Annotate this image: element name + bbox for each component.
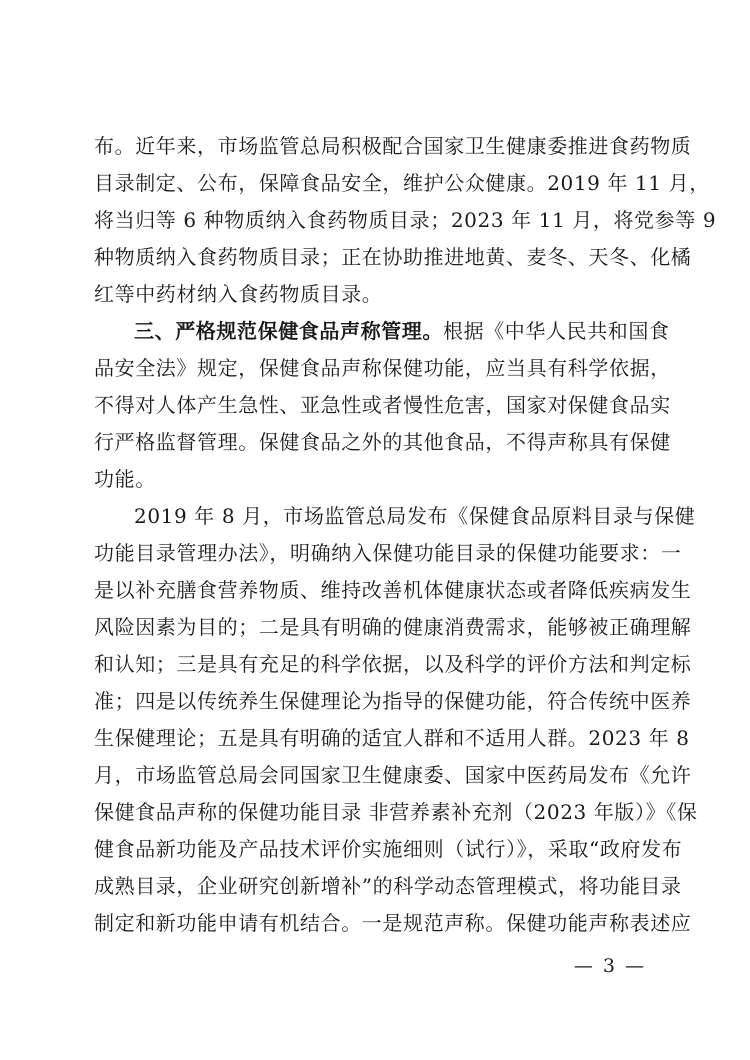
text-line: 和认知；三是具有充足的科学依据，以及科学的评价方法和判定标: [94, 652, 692, 676]
text-run: 根据《中华人民共和国食: [443, 319, 670, 343]
text-line: 功能。: [94, 467, 156, 491]
text-line: 布。近年来，市场监管总局积极配合国家卫生健康委推进食药物质: [94, 134, 692, 158]
text-line: 不得对人体产生急性、亚急性或者慢性危害，国家对保健食品实: [94, 393, 671, 417]
text-line: 功能目录管理办法》，明确纳入保健功能目录的保健功能要求：一: [94, 541, 682, 565]
text-line: 风险因素为目的；二是具有明确的健康消费需求，能够被正确理解: [94, 615, 692, 639]
paragraph-1: [94, 128, 717, 313]
text-line: 制定和新功能申请有机结合。一是规范声称。保健功能声称表述应: [94, 911, 692, 935]
text-line: 品安全法》规定，保健食品声称保健功能，应当具有科学依据，: [94, 356, 671, 380]
text-line: 2019 年 8 月，市场监管总局发布《保健食品原料目录与保健: [134, 504, 696, 528]
page-number: — 3 —: [573, 955, 646, 977]
text-line: 是以补充膳食营养物质、维持改善机体健康状态或者降低疾病发生: [94, 578, 692, 602]
paragraph-3: [94, 498, 698, 942]
text-line: 将当归等 6 种物质纳入食药物质目录；2023 年 11 月，将党参等 9: [94, 208, 717, 232]
paragraph-2: [94, 313, 671, 498]
text-line: 行严格监督管理。保健食品之外的其他食品，不得声称具有保健: [94, 430, 671, 454]
text-line: 健食品新功能及产品技术评价实施细则（试行）》，采取“政府发布: [94, 837, 683, 861]
text-line: 保健食品声称的保健功能目录 非营养素补充剂（2023 年版）》《保: [94, 800, 698, 824]
text-line: 红等中药材纳入食药物质目录。: [94, 282, 383, 306]
text-line: 准；四是以传统养生保健理论为指导的保健功能，符合传统中医养: [94, 689, 692, 713]
text-line: 目录制定、公布，保障食品安全，维护公众健康。2019 年 11 月，: [94, 171, 710, 195]
text-line: 种物质纳入食药物质目录；正在协助推进地黄、麦冬、天冬、化橘: [94, 245, 692, 269]
section-heading: 三、严格规范保健食品声称管理。: [134, 319, 443, 343]
text-line: [94, 313, 670, 350]
text-line: 生保健理论；五是具有明确的适宜人群和不适用人群。2023 年 8: [94, 726, 690, 750]
text-line: 月，市场监管总局会同国家卫生健康委、国家中医药局发布《允许: [94, 763, 692, 787]
text-line: 成熟目录，企业研究创新增补”的科学动态管理模式，将功能目录: [94, 874, 682, 898]
document-body: [94, 128, 717, 942]
